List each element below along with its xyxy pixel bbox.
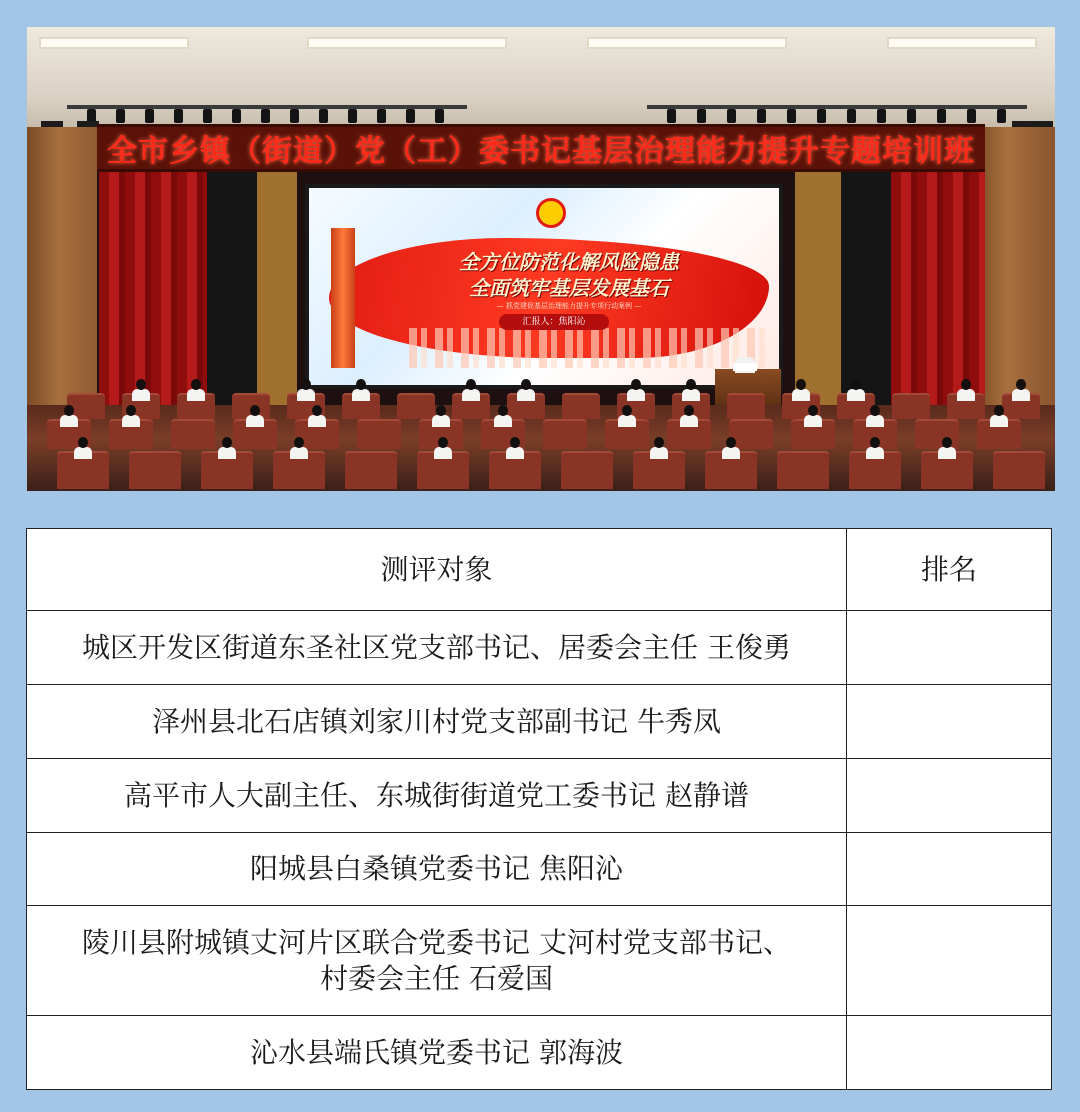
spotlight-icon (967, 109, 976, 123)
attendee-head (294, 437, 304, 448)
curtain-gold-left (257, 172, 297, 412)
attendee-head (521, 379, 531, 390)
attendee (847, 389, 865, 401)
curtain-shadow (841, 172, 891, 412)
evaluation-table (26, 528, 1051, 1090)
attendee (290, 447, 308, 459)
attendee (866, 415, 884, 427)
spotlight-icon (817, 109, 826, 123)
huabiao-column-graphic (331, 228, 355, 368)
subject-cell (27, 906, 847, 1016)
attendee-head (250, 405, 260, 416)
attendee-head (510, 437, 520, 448)
attendee-head (498, 405, 508, 416)
rank-cell[interactable] (847, 759, 1052, 833)
rank-cell[interactable] (847, 685, 1052, 759)
attendee-head (870, 405, 880, 416)
attendee-head (961, 379, 971, 390)
stage-banner (97, 124, 985, 172)
attendee (132, 389, 150, 401)
table-row (27, 685, 1052, 759)
attendee-head (64, 405, 74, 416)
table-row (27, 833, 1052, 906)
spotlight-icon (907, 109, 916, 123)
header-rank: 排名 (847, 529, 1052, 611)
attendee (680, 415, 698, 427)
attendee (432, 415, 450, 427)
attendee-head (942, 437, 952, 448)
attendee-head (466, 379, 476, 390)
spotlight-icon (697, 109, 706, 123)
attendee (352, 389, 370, 401)
subject-cell: 泽州县北石店镇刘家川村党支部副书记 牛秀凤 (27, 685, 847, 759)
attendee-head (438, 437, 448, 448)
party-emblem-icon (536, 198, 566, 228)
subject-line-2: 村委会主任 石爱国 (320, 961, 553, 995)
ceiling-light (307, 37, 507, 49)
attendee-head (726, 437, 736, 448)
attendee (494, 415, 512, 427)
screen-subtitle: — 抓党建促基层治理能力提升专项行动案例 — (496, 302, 642, 310)
banner-text: 全市乡镇（街道）党（工）委书记基层治理能力提升专题培训班 (107, 134, 975, 169)
attendee (74, 447, 92, 459)
attendee-head (851, 379, 861, 390)
audience-seat (777, 451, 829, 489)
attendee (650, 447, 668, 459)
attendee (308, 415, 326, 427)
rank-cell[interactable] (847, 906, 1052, 1016)
spotlight-icon (787, 109, 796, 123)
attendee-head (654, 437, 664, 448)
attendee-head (356, 379, 366, 390)
spotlight-icon (145, 109, 154, 123)
attendee (682, 389, 700, 401)
subject-cell: 高平市人大副主任、东城街街道党工委书记 赵静谱 (27, 759, 847, 833)
spotlight-icon (757, 109, 766, 123)
city-skyline-graphic (409, 328, 769, 368)
attendee (462, 389, 480, 401)
attendee-head (136, 379, 146, 390)
spotlight-icon (174, 109, 183, 123)
attendee (804, 415, 822, 427)
spotlight-icon (937, 109, 946, 123)
speaker-nameplate (733, 363, 757, 371)
ceiling-light (587, 37, 787, 49)
spotlight-icon (232, 109, 241, 123)
rank-cell[interactable] (847, 611, 1052, 685)
audience-seat (562, 393, 600, 419)
attendee-head (126, 405, 136, 416)
spotlight-icon (290, 109, 299, 123)
attendee (627, 389, 645, 401)
spotlight-icon (377, 109, 386, 123)
audience-seat (543, 419, 587, 449)
spotlight-icon (203, 109, 212, 123)
spotlight-icon (847, 109, 856, 123)
attendee (122, 415, 140, 427)
spotlight-icon (727, 109, 736, 123)
attendee (792, 389, 810, 401)
attendee (60, 415, 78, 427)
subject-cell: 阳城县白桑镇党委书记 焦阳沁 (27, 833, 847, 906)
attendee-head (301, 379, 311, 390)
attendee-head (684, 405, 694, 416)
attendee (866, 447, 884, 459)
attendee-head (1016, 379, 1026, 390)
attendee (618, 415, 636, 427)
curtain-shadow (207, 172, 257, 412)
screen-title-1: 全方位防范化解风险隐患 (459, 250, 679, 274)
subject-cell: 城区开发区街道东圣社区党支部书记、居委会主任 王俊勇 (27, 611, 847, 685)
spotlight-icon (877, 109, 886, 123)
audience-seat (892, 393, 930, 419)
audience-seat (915, 419, 959, 449)
attendee (218, 447, 236, 459)
attendee-head (312, 405, 322, 416)
spotlight-icon (997, 109, 1006, 123)
attendee-head (191, 379, 201, 390)
header-subject: 测评对象 (27, 529, 847, 611)
attendee (722, 447, 740, 459)
attendee-head (78, 437, 88, 448)
attendee-head (796, 379, 806, 390)
spotlight-icon (116, 109, 125, 123)
ceiling-light (887, 37, 1037, 49)
table-row (27, 906, 1052, 1016)
attendee (187, 389, 205, 401)
attendee-head (808, 405, 818, 416)
table-row (27, 759, 1052, 833)
attendee (938, 447, 956, 459)
curtain-right (891, 172, 985, 412)
audience-seat (727, 393, 765, 419)
audience-seat (561, 451, 613, 489)
spotlight-icon (406, 109, 415, 123)
curtain-gold-right (795, 172, 841, 412)
audience-seat (171, 419, 215, 449)
attendee-head (436, 405, 446, 416)
attendee (506, 447, 524, 459)
projection-screen (305, 184, 783, 389)
audience-seat (397, 393, 435, 419)
attendee (246, 415, 264, 427)
subject-cell: 沁水县端氏镇党委书记 郭海波 (27, 1016, 847, 1090)
rank-cell[interactable] (847, 1016, 1052, 1090)
subject-line-1: 陵川县附城镇丈河片区联合党委书记 丈河村党支部书记、 (82, 925, 791, 959)
table-row (27, 1016, 1052, 1090)
attendee-head (622, 405, 632, 416)
attendee (957, 389, 975, 401)
attendee-head (994, 405, 1004, 416)
audience-seat (345, 451, 397, 489)
attendee (297, 389, 315, 401)
attendee-head (631, 379, 641, 390)
attendee-head (222, 437, 232, 448)
spotlight-icon (667, 109, 676, 123)
table-header-row (27, 529, 1052, 611)
spotlight-icon (261, 109, 270, 123)
rank-cell[interactable] (847, 833, 1052, 906)
attendee (517, 389, 535, 401)
screen-reporter: 汇报人：焦阳沁 (499, 314, 609, 330)
curtain-left (99, 172, 207, 412)
meeting-photo (27, 27, 1055, 491)
spotlight-icon (319, 109, 328, 123)
audience-seat (129, 451, 181, 489)
audience-seat (993, 451, 1045, 489)
attendee (434, 447, 452, 459)
audience-seat (357, 419, 401, 449)
attendee-head (686, 379, 696, 390)
ceiling-light (39, 37, 189, 49)
spotlight-icon (435, 109, 444, 123)
screen-title-2: 全面筑牢基层发展基石 (469, 276, 669, 300)
table-row (27, 611, 1052, 685)
attendee (1012, 389, 1030, 401)
attendee (990, 415, 1008, 427)
attendee-head (870, 437, 880, 448)
spotlight-icon (348, 109, 357, 123)
